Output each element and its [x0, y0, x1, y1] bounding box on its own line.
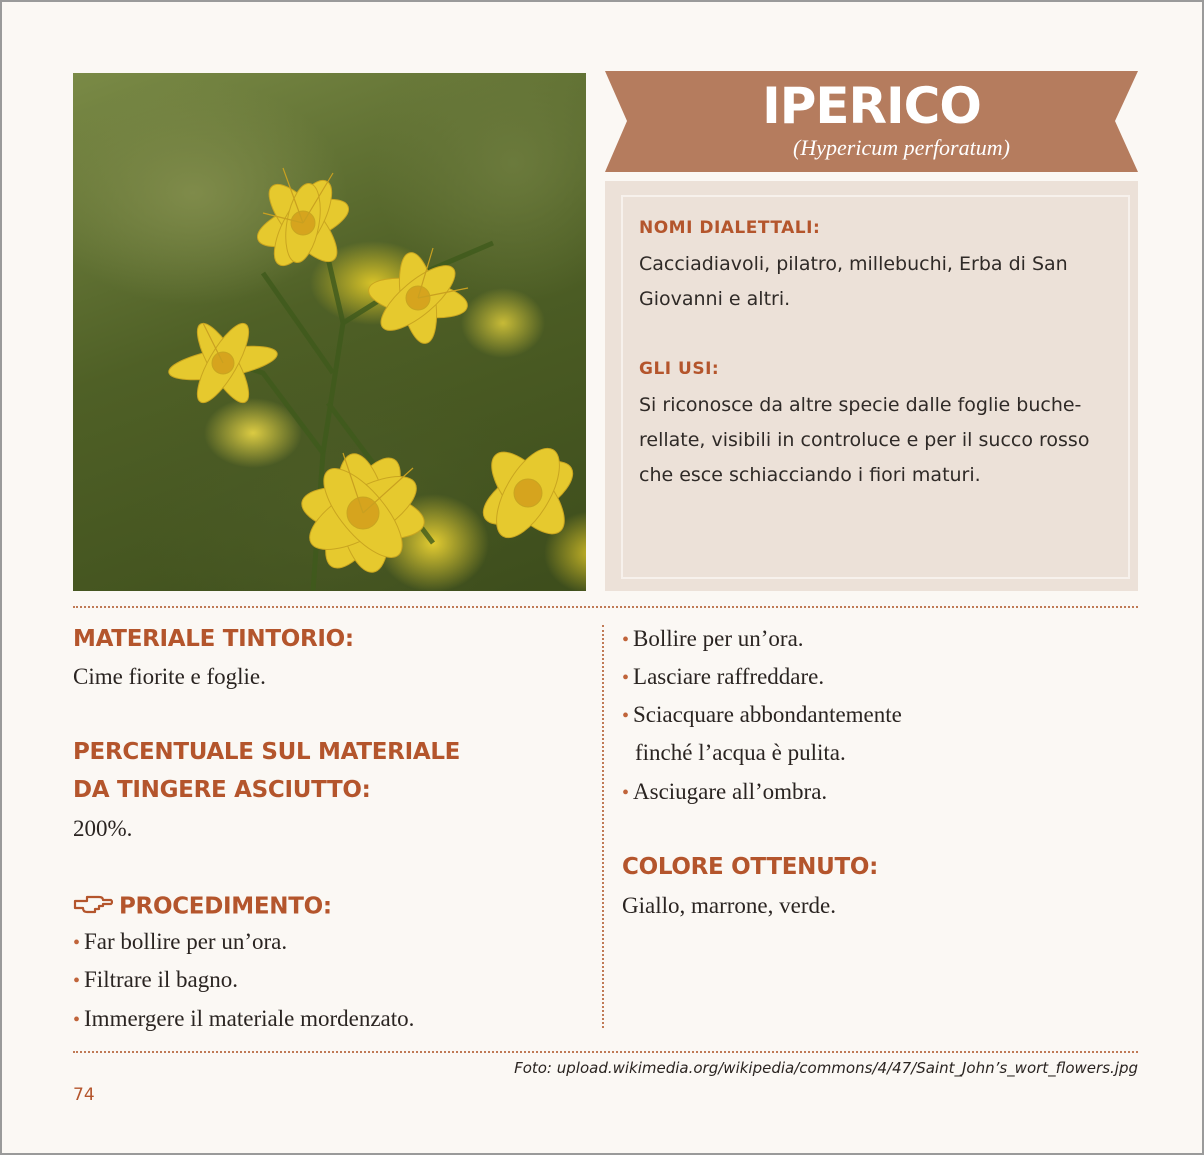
percentuale-heading-line1: PERCENTUALE SUL MATERIALE: [73, 739, 461, 765]
usi-line: Si riconosce da altre specie dalle foglie buche-: [639, 394, 1082, 416]
pointing-hand-icon: [73, 893, 113, 921]
colore-heading: COLORE OTTENUTO:: [622, 854, 878, 880]
nomi-dialettali-text: [639, 247, 1109, 317]
percentuale-heading-line2: DA TINGERE ASCIUTTO:: [73, 777, 371, 803]
nomi-line: Cacciadiavoli, pilatro, millebuchi, Erba di San: [639, 253, 1068, 275]
flower-photo: [73, 73, 586, 591]
divider-vertical: [602, 625, 604, 1028]
right-step-1: • Bollire per un’ora.: [622, 626, 804, 652]
divider-bottom: [73, 1051, 1138, 1053]
procedimento-heading: PROCEDIMENTO:: [119, 893, 332, 920]
left-step-1: • Far bollire per un’ora.: [73, 929, 287, 955]
photo-credit: Foto: upload.wikimedia.org/wikipedia/commons/4/47/Saint_John’s_wort_flowers.jpg: [514, 1059, 1138, 1077]
percentuale-text: 200%.: [73, 816, 133, 841]
right-step-3-continuation: finché l’acqua è pulita.: [635, 740, 846, 765]
info-box: [605, 181, 1138, 591]
usi-line: rellate, visibili in controluce e per il succo rosso: [639, 429, 1090, 451]
divider-top: [73, 606, 1138, 608]
page-title: IPERICO: [762, 77, 981, 135]
right-step-3: • Sciacquare abbondantemente: [622, 702, 902, 728]
nomi-dialettali-heading: NOMI DIALETTALI:: [639, 218, 821, 238]
usi-heading: GLI USI:: [639, 359, 720, 379]
usi-line: che esce schiacciando i fiori maturi.: [639, 464, 981, 486]
materiale-heading: MATERIALE TINTORIO:: [73, 626, 354, 652]
materiale-text: Cime fiorite e foglie.: [73, 664, 266, 689]
right-step-2: • Lasciare raffreddare.: [622, 664, 824, 690]
title-banner: [605, 71, 1138, 172]
usi-text: [639, 388, 1109, 493]
left-step-3: • Immergere il materiale mordenzato.: [73, 1006, 414, 1032]
procedimento-heading-row: [73, 893, 332, 921]
right-step-4: • Asciugare all’ombra.: [622, 779, 827, 805]
colore-text: Giallo, marrone, verde.: [622, 893, 836, 918]
flower-illustration: [73, 73, 586, 591]
nomi-line: Giovanni e altri.: [639, 288, 791, 310]
left-step-2: • Filtrare il bagno.: [73, 967, 238, 993]
page-number: 74: [73, 1085, 95, 1105]
scientific-name: (Hypericum perforatum): [793, 135, 1010, 160]
